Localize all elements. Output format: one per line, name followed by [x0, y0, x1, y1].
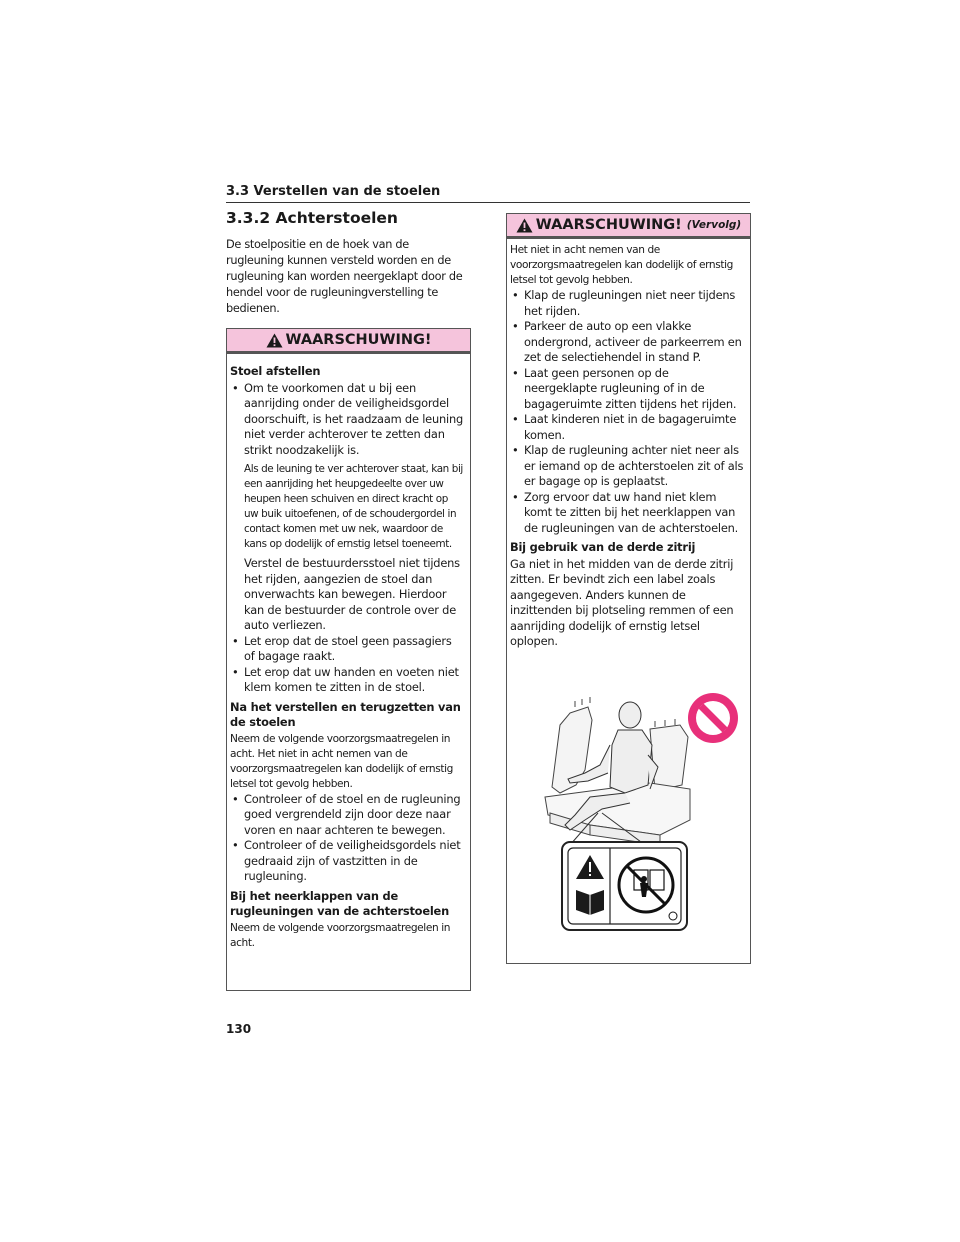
bullet-text: Laat kinderen niet in de bagageruimte komen. — [524, 412, 737, 442]
subheading-neerklappen: Bij het neerklappen van de rugleuningen van de achterstoelen — [230, 888, 449, 918]
bullet-text: Zorg ervoor dat uw hand niet klem komt te zitten bij het neerklappen van de rugleuningen van de achterstoelen. — [524, 489, 739, 535]
small-paragraph: Neem de volgende voorzorgsmaatregelen in acht. Het niet in acht nemen van de voorzorgsmaatregelen kan dodelijk of ernstig letsel tot gevolg hebben. — [230, 732, 453, 790]
small-paragraph: Het niet in acht nemen van de voorzorgsmaatregelen kan dodelijk of ernstig letsel tot gevolg hebben. — [510, 244, 733, 286]
bullet-item — [510, 412, 744, 443]
bullet-dot: • — [512, 489, 519, 504]
bullet-text: Controleer of de veiligheidsgordels niet gedraaid zijn of vastzitten in de rugleuning. — [244, 838, 461, 883]
warning-triangle-icon — [516, 218, 533, 233]
bullet-item — [230, 792, 464, 839]
paragraph-derde-zitrij: Ga niet in het midden van de derde zitrij zitten. Er bevindt zich een label zoals aangegeven. Anders kunnen de inzittenden bij plotseling remmen of een aanrijding dodelijk of ernstig letsel oplopen. — [510, 556, 734, 648]
continued-label: (Vervolg) — [686, 219, 742, 231]
bullet-text: Klap de rugleuningen niet neer tijdens het rijden. — [524, 288, 736, 318]
bullet-item — [510, 443, 744, 490]
warning-title: WAARSCHUWING! — [285, 332, 432, 348]
bullet-item — [510, 288, 744, 319]
page-number: 130 — [226, 1022, 252, 1036]
bullet-text: Klap de rugleuning achter niet neer als er iemand op de achterstoelen zit of als er bagage op is geplaatst. — [524, 443, 744, 488]
bullet-text: Let erop dat de stoel geen passagiers of bagage raakt. — [244, 633, 452, 663]
warning-header — [227, 329, 470, 354]
indented-paragraph: Verstel de bestuurdersstoel niet tijdens het rijden, aangezien de stoel dan onverwachts kan bewegen. Hierdoor kan de bestuurder de controle over de auto verliezen. — [244, 556, 460, 632]
subheading-na-verstellen: Na het verstellen en terugzetten van de stoelen — [230, 699, 461, 729]
subheading-stoel-afstellen: Stoel afstellen — [230, 364, 321, 378]
bullet-item — [230, 634, 464, 665]
bullet-item — [230, 838, 464, 885]
bullet-dot: • — [512, 443, 519, 457]
warning-triangle-icon — [266, 333, 283, 348]
warning-body — [227, 354, 470, 951]
bullet-text: Om te voorkomen dat u bij een aanrijding onder de veiligheidsgordel doorschuift, is het raadzaam de leuning niet verder achterover te zetten dan strikt noodzakelijk is. — [244, 380, 464, 457]
small-note: Als de leuning te ver achterover staat, kan bij een aanrijding het heupgedeelte over uw heupen heen schuiven en direct kracht op uw buik uitoefenen, of de schoudergordel in contact komen met uw nek, waardoor de kans op dodelijk of ernstig letsel toeneemt. — [244, 463, 463, 550]
warning-body — [507, 239, 750, 650]
seat-warning-illustration — [530, 685, 745, 935]
section-title: 3.3.2 Achterstoelen — [226, 209, 398, 227]
seat-label — [562, 842, 687, 930]
bullet-dot: • — [232, 838, 239, 852]
bullet-item — [230, 665, 464, 696]
warning-box-left — [226, 328, 471, 991]
bullet-item — [510, 490, 744, 537]
header-section-title: 3.3 Verstellen van de stoelen — [226, 184, 441, 199]
bullet-text: Controleer of de stoel en de rugleuning goed vergrendeld zijn door deze naar voren en naar achteren te bewegen. — [244, 791, 461, 837]
bullet-dot: • — [512, 288, 519, 302]
intro-paragraph: De stoelpositie en de hoek van de rugleuning kunnen versteld worden en de rugleuning kan worden neergeklapt door de hendel voor de rugleuningverstelling te bedienen. — [226, 238, 463, 315]
warning-header — [507, 214, 750, 239]
prohibition-icon — [688, 693, 738, 743]
bullet-dot: • — [512, 365, 519, 380]
bullet-dot: • — [512, 319, 519, 333]
bullet-dot: • — [232, 664, 239, 679]
page-header — [226, 180, 750, 203]
bullet-item — [510, 319, 744, 366]
bullet-item — [510, 366, 744, 413]
small-paragraph: Neem de volgende voorzorgsmaatregelen in acht. — [230, 921, 451, 949]
bullet-dot: • — [232, 791, 239, 806]
bullet-dot: • — [232, 633, 239, 648]
bullet-text: Laat geen personen op de neergeklapte rugleuning of in de bagageruimte zitten tijdens het rijden. — [524, 365, 737, 411]
bullet-text: Let erop dat uw handen en voeten niet klem komen te zitten in de stoel. — [244, 664, 459, 694]
bullet-dot: • — [232, 380, 239, 395]
bullet-text: Parkeer de auto op een vlakke ondergrond, activeer de parkeerrem en zet de selectiehendel in stand P. — [524, 319, 742, 364]
subheading-derde-zitrij: Bij gebruik van de derde zitrij — [510, 540, 696, 554]
bullet-item — [230, 381, 464, 459]
bullet-dot: • — [512, 412, 519, 426]
warning-title: WAARSCHUWING! — [535, 217, 682, 233]
